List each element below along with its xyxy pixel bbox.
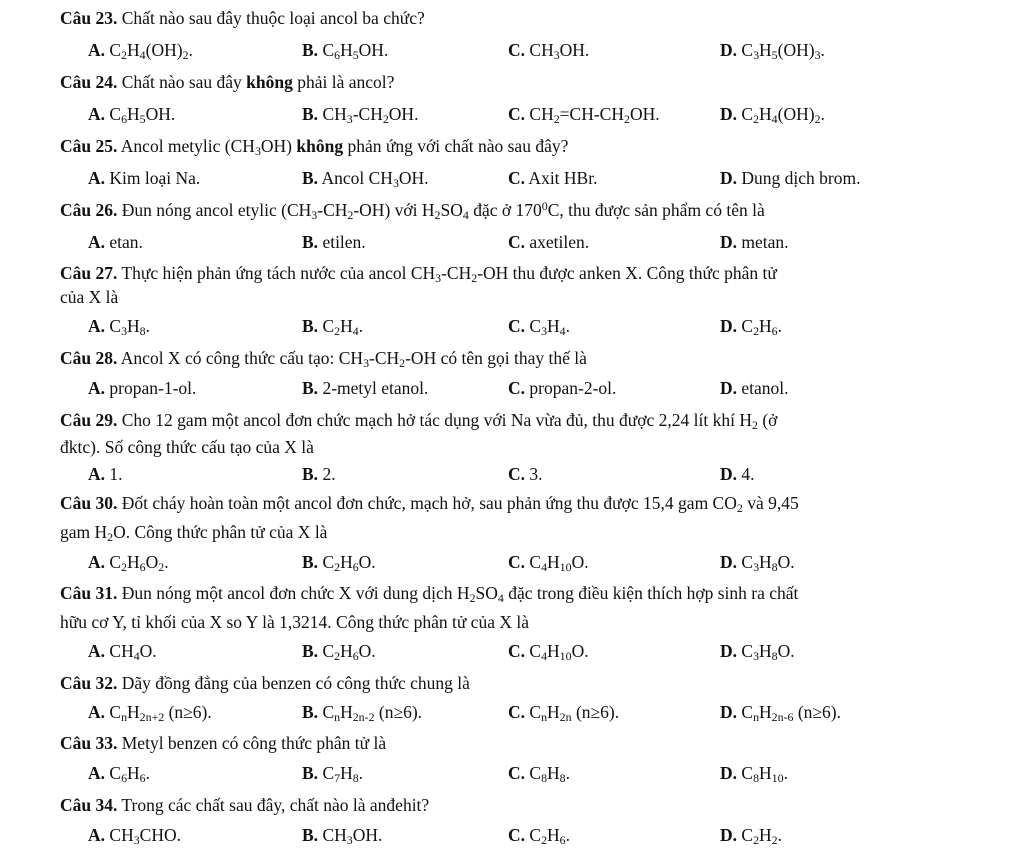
question-33 <box>60 733 386 754</box>
question-23 <box>60 8 425 29</box>
answer-option-a[interactable] <box>88 40 193 61</box>
answer-option-b[interactable] <box>302 702 422 723</box>
answer-option-b[interactable] <box>302 552 376 573</box>
option-text: 3. <box>525 464 543 484</box>
option-text: $CH_3CHO$. <box>105 825 181 847</box>
question-text: Chất nào sau đây không phải là ancol? <box>117 72 395 92</box>
question-text-continued: của X là <box>60 287 119 307</box>
question-30 <box>60 493 799 514</box>
answer-option-d[interactable] <box>720 702 841 723</box>
answer-option-a[interactable] <box>88 378 196 399</box>
answer-option-a[interactable] <box>88 104 175 125</box>
answer-option-a[interactable] <box>88 316 150 337</box>
answer-option-d[interactable] <box>720 40 825 61</box>
answer-option-d[interactable] <box>720 552 795 573</box>
option-label: C. <box>508 104 526 124</box>
answer-option-a[interactable] <box>88 763 150 784</box>
answer-option-c[interactable] <box>508 552 589 573</box>
answer-option-d[interactable] <box>720 641 795 662</box>
option-text: Axit HBr. <box>525 168 598 188</box>
answer-option-b[interactable] <box>302 641 376 662</box>
answer-option-c[interactable] <box>508 40 589 61</box>
option-label: A. <box>88 825 106 845</box>
option-text: 4. <box>737 464 755 484</box>
option-label: A. <box>88 104 106 124</box>
option-text: propan-1-ol. <box>105 378 197 398</box>
answer-option-b[interactable] <box>302 168 429 189</box>
option-text: $C_2H_6$. <box>737 316 782 338</box>
option-text: $CH_3OH$. <box>525 40 590 62</box>
question-number: Câu 29. <box>60 410 118 430</box>
option-text: $C_6H_6$. <box>105 763 150 785</box>
question-text: Metyl benzen có công thức phân tử là <box>117 733 387 753</box>
question-number: Câu 30. <box>60 493 118 513</box>
option-label: B. <box>302 641 319 661</box>
option-label: B. <box>302 104 319 124</box>
question-28 <box>60 348 587 369</box>
option-label: C. <box>508 552 526 572</box>
question-number: Câu 33. <box>60 733 118 753</box>
option-label: A. <box>88 316 106 336</box>
answer-option-b[interactable] <box>302 464 336 485</box>
answer-option-d[interactable] <box>720 104 825 125</box>
answer-option-b[interactable] <box>302 825 382 846</box>
answer-option-b[interactable] <box>302 316 363 337</box>
answer-option-c[interactable] <box>508 825 570 846</box>
answer-option-a[interactable] <box>88 232 143 253</box>
option-text: $CH_2=CH-CH_2OH$. <box>525 104 660 126</box>
option-text: $C_2H_4(OH)_2$. <box>105 40 193 62</box>
answer-option-a[interactable] <box>88 464 123 485</box>
option-label: C. <box>508 40 526 60</box>
option-label: B. <box>302 702 319 722</box>
question-text-continued: gam $H_2O$. Công thức phân tử của X là <box>60 522 328 544</box>
answer-option-c[interactable] <box>508 641 589 662</box>
option-text: $C_8H_8$. <box>525 763 570 785</box>
option-text: $C_2H_4$. <box>318 316 364 338</box>
option-text: $C_8H_{10}$. <box>737 763 788 785</box>
option-label: A. <box>88 232 106 252</box>
option-text: $C_3H_8$. <box>105 316 150 338</box>
option-text: $C_3H_5(OH)_3$. <box>737 40 825 62</box>
option-label: B. <box>302 552 319 572</box>
option-text: Kim loại Na. <box>105 168 201 188</box>
question-number: Câu 34. <box>60 795 118 815</box>
option-label: D. <box>720 641 738 661</box>
answer-option-d[interactable] <box>720 825 782 846</box>
option-text: axetilen. <box>525 232 590 252</box>
option-text: $C_2H_6O$. <box>318 552 376 574</box>
option-label: A. <box>88 378 106 398</box>
option-text: $CH_3-CH_2OH$. <box>318 104 419 126</box>
option-label: D. <box>720 232 738 252</box>
option-text: $C_7H_8$. <box>318 763 364 785</box>
answer-option-a[interactable] <box>88 168 200 189</box>
question-27 <box>60 263 777 284</box>
option-label: C. <box>508 825 526 845</box>
option-text: metan. <box>737 232 789 252</box>
option-label: C. <box>508 464 526 484</box>
question-number: Câu 25. <box>60 136 118 156</box>
answer-option-a[interactable] <box>88 702 212 723</box>
answer-option-d[interactable] <box>720 763 788 784</box>
answer-option-d[interactable] <box>720 464 755 485</box>
answer-option-c[interactable] <box>508 104 660 125</box>
option-text: $CH_4O$. <box>105 641 157 663</box>
option-label: B. <box>302 232 319 252</box>
option-text: $C_6H_5OH$. <box>105 104 176 126</box>
option-text: $C_2H_6O_2$. <box>105 552 169 574</box>
option-text: $C_3H_8O$. <box>737 552 795 574</box>
option-label: B. <box>302 825 319 845</box>
option-text: $C_2H_2$. <box>737 825 782 847</box>
option-text: Ancol $CH_3OH$. <box>318 168 429 190</box>
option-text: $C_2H_4(OH)_2$. <box>737 104 825 126</box>
answer-option-d[interactable] <box>720 232 789 253</box>
option-text: $C_nH_{2n}$ (n≥6). <box>525 702 620 724</box>
question-text: Đun nóng một ancol đơn chức X với dung dịch $H_2SO_4$ đặc trong điều kiện thích hợp sinh ra chất <box>117 583 799 605</box>
answer-option-a[interactable] <box>88 825 181 846</box>
answer-option-d[interactable] <box>720 168 860 189</box>
option-text: $C_nH_{2n-6}$ (n≥6). <box>737 702 841 724</box>
question-number: Câu 26. <box>60 200 118 220</box>
question-text: Chất nào sau đây thuộc loại ancol ba chức? <box>117 8 425 28</box>
option-text: $C_nH_{2n+2}$ (n≥6). <box>105 702 212 724</box>
question-number: Câu 27. <box>60 263 118 283</box>
question-text: Đun nóng ancol etylic $(CH_3-CH_2-OH)$ với $H_2SO_4$ đặc ở $170^0C$, thu được sản phẩm có tên là <box>117 199 765 222</box>
option-text: etanol. <box>737 378 789 398</box>
option-label: C. <box>508 702 526 722</box>
option-label: D. <box>720 316 738 336</box>
question-text: Đốt cháy hoàn toàn một ancol đơn chức, mạch hở, sau phản ứng thu được 15,4 gam $CO_2$ và 9,45 <box>117 493 799 515</box>
question-text: Trong các chất sau đây, chất nào là anđehit? <box>117 795 430 815</box>
option-label: C. <box>508 232 526 252</box>
option-label: D. <box>720 168 738 188</box>
question-text: Ancol X có công thức cấu tạo: $CH_3-CH_2-OH$ có tên gọi thay thế là <box>117 348 587 370</box>
option-text: $C_6H_5OH$. <box>318 40 389 62</box>
question-number: Câu 23. <box>60 8 118 28</box>
option-label: D. <box>720 763 738 783</box>
answer-option-b[interactable] <box>302 378 428 399</box>
option-label: D. <box>720 40 738 60</box>
answer-option-b[interactable] <box>302 763 363 784</box>
question-25 <box>60 136 568 157</box>
option-label: A. <box>88 552 106 572</box>
question-26 <box>60 200 765 221</box>
option-text: $C_4H_{10}O$. <box>525 552 589 574</box>
answer-option-c[interactable] <box>508 168 597 189</box>
option-text: etilen. <box>318 232 366 252</box>
question-text-continued: đktc). Số công thức cấu tạo của X là <box>60 437 314 457</box>
answer-option-b[interactable] <box>302 232 366 253</box>
option-text: $C_2H_6O$. <box>318 641 376 663</box>
option-label: D. <box>720 378 738 398</box>
question-text: Cho 12 gam một ancol đơn chức mạch hở tác dụng với Na vừa đủ, thu được 2,24 lít khí $H_2$ (ở <box>117 410 778 432</box>
option-text: $CH_3OH$. <box>318 825 383 847</box>
option-label: A. <box>88 464 106 484</box>
option-label: A. <box>88 763 106 783</box>
option-label: D. <box>720 702 738 722</box>
answer-option-c[interactable] <box>508 464 543 485</box>
answer-option-c[interactable] <box>508 702 619 723</box>
option-label: B. <box>302 168 319 188</box>
option-text: $C_2H_6$. <box>525 825 570 847</box>
answer-option-c[interactable] <box>508 316 570 337</box>
option-label: D. <box>720 104 738 124</box>
question-32 <box>60 673 470 694</box>
option-label: B. <box>302 316 319 336</box>
answer-option-c[interactable] <box>508 763 570 784</box>
option-label: A. <box>88 168 106 188</box>
option-label: A. <box>88 641 106 661</box>
answer-option-a[interactable] <box>88 641 157 662</box>
option-text: Dung dịch brom. <box>737 168 861 188</box>
option-text: propan-2-ol. <box>525 378 617 398</box>
answer-option-d[interactable] <box>720 378 789 399</box>
option-label: C. <box>508 641 526 661</box>
question-24 <box>60 72 394 93</box>
question-34 <box>60 795 429 816</box>
answer-option-d[interactable] <box>720 316 782 337</box>
option-text: $C_3H_4$. <box>525 316 570 338</box>
option-text: 2. <box>318 464 336 484</box>
option-label: B. <box>302 464 319 484</box>
option-label: B. <box>302 40 319 60</box>
option-label: B. <box>302 378 319 398</box>
question-number: Câu 31. <box>60 583 118 603</box>
question-text-continued: hữu cơ Y, tỉ khối của X so Y là 1,3214. Công thức phân tử của X là <box>60 612 529 632</box>
question-number: Câu 28. <box>60 348 118 368</box>
option-label: D. <box>720 464 738 484</box>
question-text: Thực hiện phản ứng tách nước của ancol $CH_3-CH_2-OH$ thu được anken X. Công thức phân tử <box>117 263 777 285</box>
option-label: B. <box>302 763 319 783</box>
option-label: C. <box>508 316 526 336</box>
option-label: C. <box>508 763 526 783</box>
option-label: A. <box>88 40 106 60</box>
question-31 <box>60 583 798 604</box>
option-label: D. <box>720 825 738 845</box>
option-label: C. <box>508 168 526 188</box>
question-text: Ancol metylic $(CH_3OH)$ không phản ứng với chất nào sau đây? <box>117 136 569 158</box>
option-text: $C_3H_8O$. <box>737 641 795 663</box>
option-label: D. <box>720 552 738 572</box>
question-text: Dãy đồng đẳng của benzen có công thức chung là <box>117 673 470 693</box>
option-text: etan. <box>105 232 143 252</box>
answer-option-a[interactable] <box>88 552 169 573</box>
option-text: 1. <box>105 464 123 484</box>
option-text: $C_4H_{10}O$. <box>525 641 589 663</box>
answer-option-b[interactable] <box>302 40 388 61</box>
question-number: Câu 24. <box>60 72 118 92</box>
question-number: Câu 32. <box>60 673 118 693</box>
answer-option-c[interactable] <box>508 232 589 253</box>
answer-option-c[interactable] <box>508 378 616 399</box>
answer-option-b[interactable] <box>302 104 418 125</box>
option-label: A. <box>88 702 106 722</box>
option-label: C. <box>508 378 526 398</box>
question-29 <box>60 410 777 431</box>
option-text: $C_nH_{2n-2}$ (n≥6). <box>318 702 423 724</box>
option-text: 2-metyl etanol. <box>318 378 429 398</box>
